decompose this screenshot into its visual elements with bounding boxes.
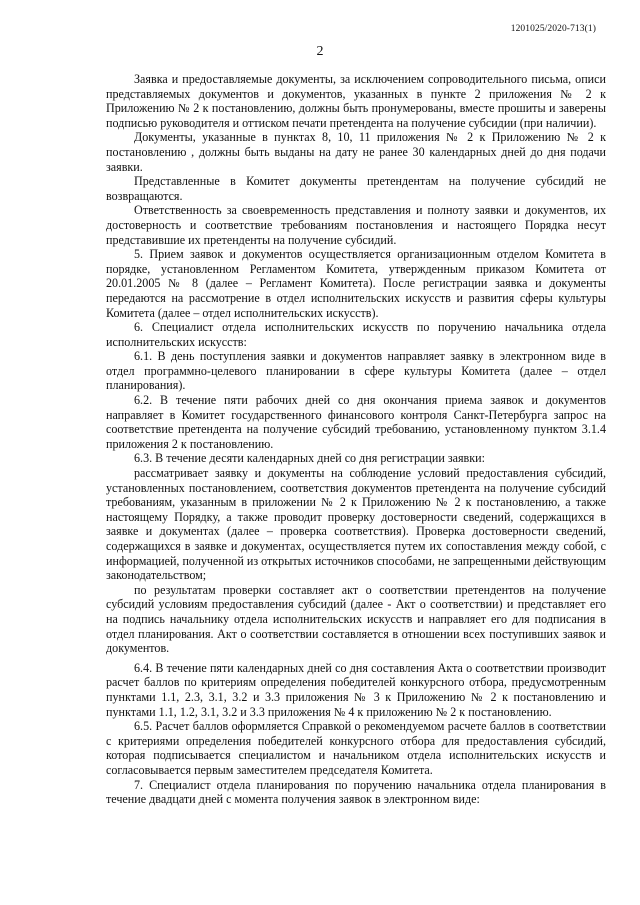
- paragraph-responsibility: Ответственность за своевременность представления и полноту заявки и документов, их достоверность и соответствие требованиям постановления и настоящего Порядка несут представившие их претенденты на получение субсидий.: [106, 203, 606, 247]
- paragraph-6-5: 6.5. Расчет баллов оформляется Справкой о рекомендуемом расчете баллов в соответствии с критериями определения победителей конкурсного отбора для предоставления субсидий, которая подписывается специалистом и начальником отдела исполнительских искусств и согласовывается первым заместителем председателя Комитета.: [106, 719, 606, 777]
- paragraph-no-return: Представленные в Комитет документы претендентам на получение субсидий не возвращаются.: [106, 174, 606, 203]
- document-code: 1201025/2020-713(1): [510, 24, 596, 34]
- paragraph-6-specialist: 6. Специалист отдела исполнительских искусств по поручению начальника отдела исполнительских искусств:: [106, 320, 606, 349]
- paragraph-6-2: 6.2. В течение пяти рабочих дней со дня окончания приема заявок и документов направляет в Комитет государственного финансового контроля Санкт-Петербурга запрос на соответствие претендента на получение субсидий требованию, установленному пунктом 3.1.4 приложения 2 к постановлению.: [106, 393, 606, 451]
- paragraph-application-binding: Заявка и предоставляемые документы, за исключением сопроводительного письма, описи представляемых документов и документов, указанных в пункте 2 приложения № 2 к Приложению № 2 к постановлению, должны быть пронумерованы, вместе прошиты и заверены подписью руководителя и оттиском печати претендента на получение субсидии (при наличии).: [106, 72, 606, 130]
- page-number: 2: [316, 44, 324, 59]
- paragraph-5-reception: 5. Прием заявок и документов осуществляется организационным отделом Комитета в порядке, установленном Регламентом Комитета, утвержденным приказом Комитета от 20.01.2005 № 8 (далее – Регламент Комитета). После регистрации заявка и документы передаются на рассмотрение в отдел исполнительских искусств и развития сферы культуры Комитета (далее – отдел исполнительских искусств).: [106, 247, 606, 320]
- paragraph-6-1: 6.1. В день поступления заявки и документов направляет заявку в электронном виде в отдел программно-целевого планировании в сфере культуры Комитета (далее – отдел планирования).: [106, 349, 606, 393]
- document-body: [106, 72, 606, 807]
- paragraph-6-3-act: по результатам проверки составляет акт о соответствии претендентов на получение субсидий условиям предоставления субсидий (далее - Акт о соответствии) и представляет его на подпись начальнику отдела исполнительских искусств и направляет его для подписания в отдел планирования. Акт о соответствии составляется в отношении всех поступивших заявок и документов.: [106, 582, 606, 656]
- paragraph-6-3: 6.3. В течение десяти календарных дней со дня регистрации заявки:: [134, 451, 485, 466]
- paragraph-documents-date: Документы, указанные в пунктах 8, 10, 11 приложения № 2 к Приложению № 2 к постановлению , должны быть выданы на дату не ранее 30 календарных дней до дня подачи заявки.: [106, 130, 606, 174]
- paragraph-6-3-review: рассматривает заявку и документы на соблюдение условий предоставления субсидий, установленных постановлением, соответствия документов претендента на получение субсидий требованиям, указанным в приложении № 2 к Приложению № 2 к постановлению, а также настоящему Порядку, а также проводит проверку достоверности сведений, содержащихся в заявке и документах (далее – проверка соответствия). Проверка достоверности сведений, содержащихся в заявке и документах, осуществляется путем их сопоставления между собой, с информацией, полученной из открытых источников способами, не запрещенными действующим законодательством;: [106, 466, 606, 583]
- paragraph-6-4: 6.4. В течение пяти календарных дней со дня составления Акта о соответствии производит расчет баллов по критериям определения победителей конкурсного отбора, предусмотренным пунктами 1.1, 2.3, 3.1, 3.2 и 3.3 приложения № 3 к Приложению № 2 к постановлению и пунктами 1.1, 1.2, 3.1, 3.2 и 3.3 приложения № 4 к приложению № 2 к постановлению.: [106, 660, 606, 719]
- paragraph-7: 7. Специалист отдела планирования по поручению начальника отдела планирования в течение двадцати дней с момента получения заявок в электронном виде:: [106, 777, 606, 807]
